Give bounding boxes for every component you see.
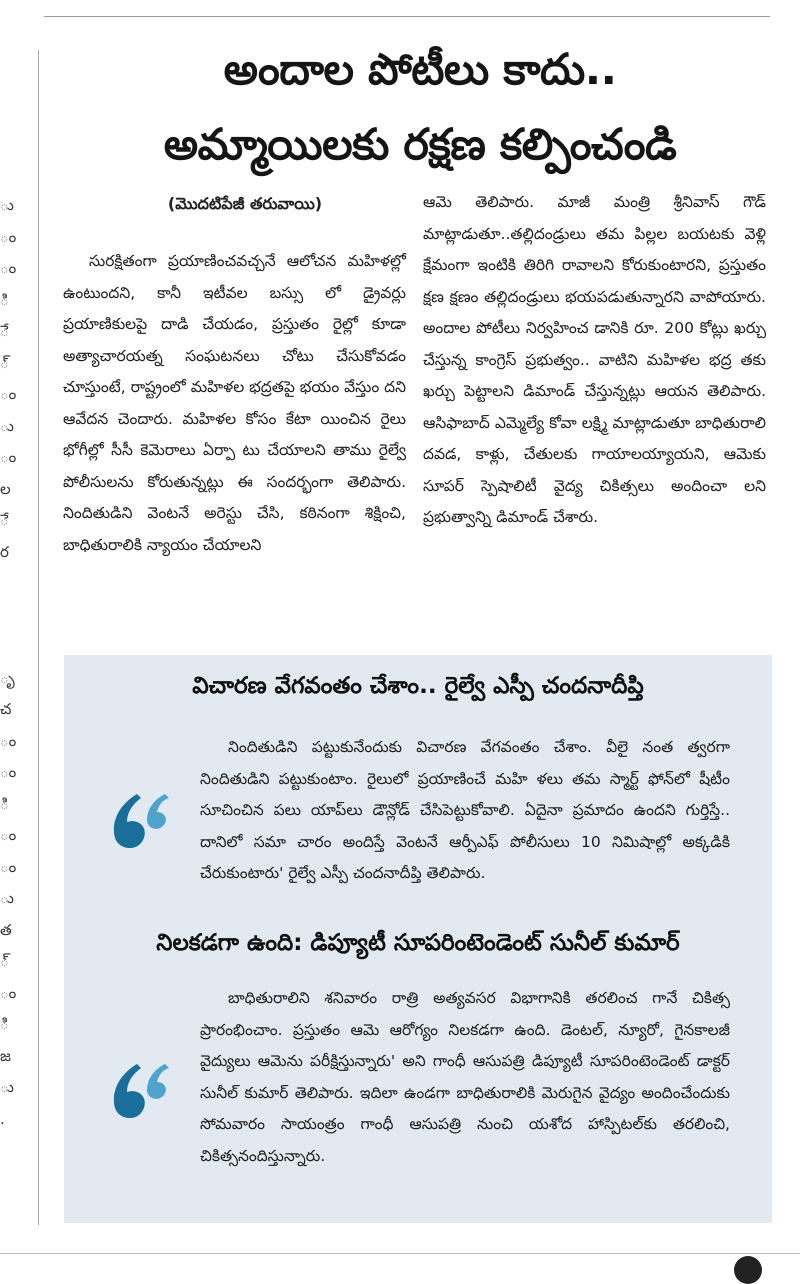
edge-fragment: ి [0, 1015, 9, 1033]
edge-fragment [0, 631, 16, 663]
quote-text-railway-sp: నిందితుడిని పట్టుకునేందుకు విచారణ వేగవంతం చేశాం. వీలై నంత త్వరగా నిందితుడిని పట్టుకుంటాం. రైలులో ప్రయాణించే మహి ళలు తమ స్మార్ట్ ఫోన్‌లో షీటీం సూచించిన పలు యాప్‌లు డౌన్లోడ్ చేసిపెట్టుకోవాలి. ఏదైనా ప్రమాదం ఉందని గుర్తిస్తే.. దానిలో సమా చారం అందిస్తే వెంటనే ఆర్పీఎఫ్ పోలీసులు 10 నిమిషాల్లో అక్కడికి చేరుకుంటారు' రైల్వే ఎస్పీ చందనాదీప్తి తెలిపారు. [200, 738, 730, 882]
edge-fragment: ం [0, 259, 16, 277]
edge-fragment: ు [0, 1078, 14, 1096]
edge-fragment: జ [0, 1046, 11, 1065]
edge-fragment: ం [0, 857, 16, 876]
edge-fragment: త [0, 920, 12, 939]
edge-fragment: . [0, 1109, 5, 1128]
headline-line-1: అందాల పోటీలు కాదు.. [223, 45, 617, 95]
edge-fragment: ు [0, 416, 14, 435]
edge-fragment: ం [0, 448, 16, 466]
edge-fragment: ్ [0, 952, 9, 970]
edge-fragment: ే [0, 322, 9, 340]
top-rule [44, 16, 770, 17]
edge-fragment [0, 568, 16, 600]
column-divider [38, 50, 39, 1225]
edge-fragment: ి [0, 794, 9, 813]
edge-fragment: ్ [0, 353, 9, 372]
quote-text-deputy-superintendent: బాధితురాలిని శనివారం రాత్రి అత్యవసర విభాగానికి తరలించ గానే చికిత్స ప్రారంభించాం. ప్రస్తుతం ఆమె ఆరోగ్యం నిలకడగా ఉంది. డెంటల్, న్యూరో, గైనకాలజీ వైద్యులు ఆమెను పరీక్షిస్తున్నారు' అని గాంధీ ఆసుపత్రి డిప్యూటీ సూపరింటెండెంట్ డాక్టర్ సునీల్ కుమార్ తెలిపారు. ఇదిలా ఉండగా బాధితురాలికి మెరుగైన వైద్యం అందించేందుకు సోమవారం సాయంత్రం గాంధీ ఆసుపత్రి నుంచి యశోద హాస్పిటల్‌కు తరలించి, చికిత్సనందిస్తున్నారు. [200, 989, 730, 1165]
edge-fragment: ల [0, 479, 11, 498]
edge-fragment: ం [0, 826, 16, 844]
page-corner-mark [734, 1256, 762, 1284]
adjacent-column-fragment [0, 190, 20, 1135]
right-column-body: ఆమె తెలిపారు. మాజీ మంత్రి శ్రీనివాస్ గౌడ్ మాట్లాడుతూ..తల్లిదండ్రులు తమ పిల్లల బయటకు వెళ్లి క్షేమంగా ఇంటికి తిరిగి రావాలని కోరుకుంటారని, ప్రస్తుతం క్షణ క్షణం తల్లిదండ్రులు భయపడుతున్నారని వాపోయారు. అందాల పోటీలు నిర్వహించ డానికి రూ. 200 కోట్లు ఖర్చు చేస్తున్న కాంగ్రెస్ ప్రభుత్వం.. వాటిని మహిళల భద్ర తకు ఖర్చు పెట్టాలని డిమాండ్ చేస్తున్నట్లు ఆయన తెలిపారు. ఆసిఫాబాద్ ఎమ్మెల్యే కోవా లక్ష్మి మాట్లాడుతూ బాధితురాలి దవడ, కాళ్లు, చేతులకు గాయాలయ్యాయని, ఆమెకు సూపర్ స్పెషాలిటీ వైద్య చికిత్సలు అందించా లని ప్రభుత్వాన్ని డిమాండ్ చేశారు. [423, 193, 766, 526]
headline-line-2: అమ్మాయిలకు రక్షణ కల్పించండి [163, 120, 677, 170]
edge-fragment: ం [0, 983, 16, 1002]
left-column-body: సురక్షితంగా ప్రయాణించవచ్చనే ఆలోచన మహిళల్లో ఉంటుందని, కానీ ఇటీవల బస్సు లో డ్రైవర్లు ప్రయాణికులపై దాడి చేయడం, ప్రస్తుతం రైల్లో కూడా అత్యాచారయత్న సంఘటనలు చోటు చేసుకోవడం చూస్తుంటే, రాష్ట్రంలో మహిళల భద్రతపై భయం వేస్తుం దని ఆవేదన చెందారు. మహిళల కోసం కేటా యించిన రైలు భోగీల్లో సీసీ కెమెరాలు ఏర్పా టు చేయాలని తాము రైల్వే పోలీసులను కోరుతున్నట్లు ఈ సందర్భంగా తెలిపారు. నిందితుడిని వెంటనే అరెస్టు చేసి, కఠినంగా శిక్షించి, బాధితురాలికి న్యాయం చేయాలని [63, 252, 406, 554]
quote-heading-railway-sp: విచారణ వేగవంతం చేశాం.. రైల్వే ఎస్పీ చందనాదీప్తి [192, 673, 644, 699]
edge-fragment: ృ [0, 668, 15, 687]
edge-fragment: ు [0, 196, 14, 214]
edge-fragment: ం [0, 763, 16, 781]
edge-fragment [0, 600, 16, 632]
quote-mark-icon [107, 1056, 177, 1126]
edge-fragment: ం [0, 227, 16, 246]
edge-fragment: ం [0, 385, 16, 403]
edge-fragment: ే [0, 511, 9, 529]
quote-mark-icon [107, 786, 177, 856]
quote-heading-deputy-superintendent: నిలకడగా ఉంది: డిప్యూటీ సూపరింటెండెంట్ సునీల్ కుమార్ [156, 930, 680, 956]
edge-fragment: ం [0, 731, 16, 750]
continued-from-front-page-label: (మొదటిపేజీ తరువాయి) [167, 194, 323, 213]
edge-fragment: చ [0, 700, 12, 718]
bottom-rule [0, 1253, 800, 1254]
edge-fragment: ి [0, 290, 9, 309]
edge-fragment: ు [0, 889, 14, 907]
edge-fragment: ర [0, 542, 9, 561]
